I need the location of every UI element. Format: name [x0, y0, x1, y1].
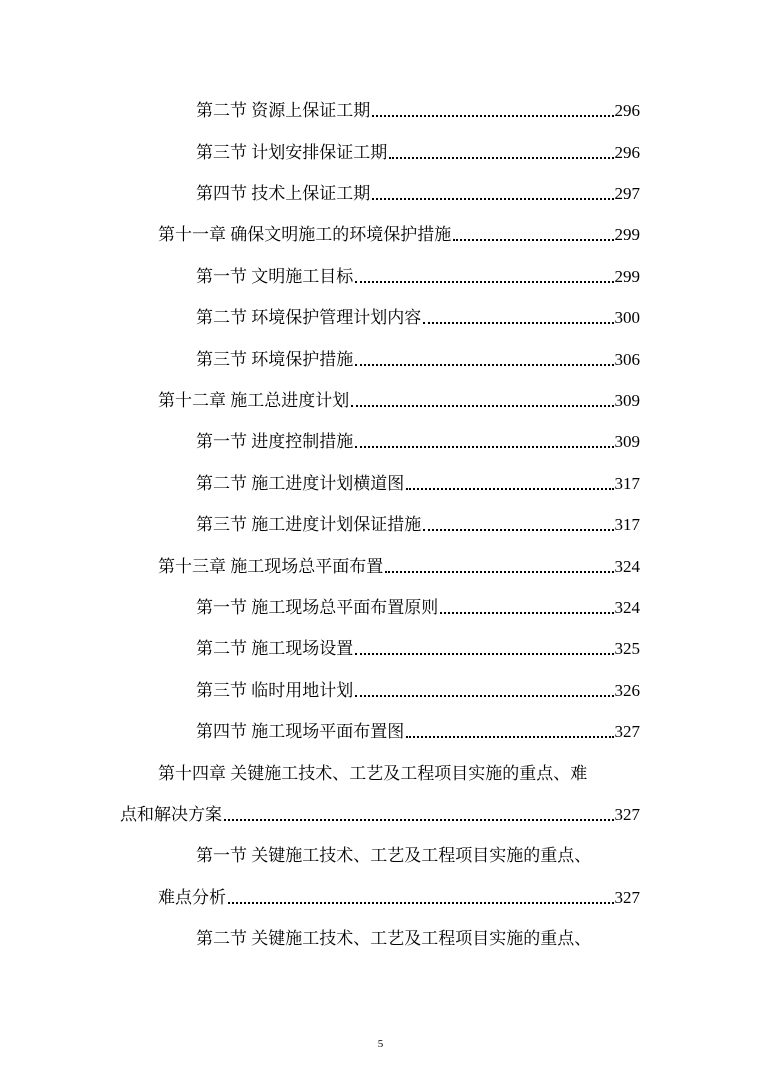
dot-leader	[453, 239, 613, 241]
toc-entry-title: 第一节 施工现场总平面布置原则	[196, 598, 439, 617]
toc-entry-title: 第四节 施工现场平面布置图	[196, 722, 405, 741]
dot-leader	[372, 115, 613, 117]
toc-entry[interactable]	[196, 512, 640, 536]
toc-entry[interactable]	[196, 843, 640, 867]
dot-leader	[406, 488, 613, 490]
toc-entry-title: 第三节 施工进度计划保证措施	[196, 515, 422, 534]
toc-entry-title: 难点分析	[158, 888, 226, 907]
toc-entry-page: 324	[614, 557, 640, 576]
toc-entry-page: 325	[614, 639, 640, 658]
dot-leader	[355, 446, 613, 448]
toc-entry[interactable]	[196, 719, 640, 743]
toc-entry-title: 第二节 关键施工技术、工艺及工程项目实施的重点、	[196, 929, 592, 948]
toc-entry-page: 297	[614, 184, 640, 203]
toc-entry-page: 327	[614, 805, 640, 824]
toc-entry-page: 306	[614, 350, 640, 369]
dot-leader	[351, 405, 613, 407]
toc-entry-title: 第一节 文明施工目标	[196, 267, 354, 286]
toc-entry[interactable]	[196, 926, 640, 950]
toc-entry[interactable]	[196, 429, 640, 453]
toc-entry-page: 309	[614, 432, 640, 451]
toc-entry-title: 第十四章 关键施工技术、工艺及工程项目实施的重点、难	[158, 764, 588, 783]
dot-leader	[355, 653, 613, 655]
toc-entry-page: 309	[614, 391, 640, 410]
dot-leader	[389, 157, 613, 159]
toc-entry-title: 第一节 进度控制措施	[196, 432, 354, 451]
toc-entry[interactable]	[196, 636, 640, 660]
toc-entry-page: 317	[614, 474, 640, 493]
toc-chapter-entry[interactable]	[158, 554, 640, 578]
toc-entry-continuation[interactable]	[120, 802, 640, 826]
toc-entry[interactable]	[196, 471, 640, 495]
dot-leader	[355, 281, 613, 283]
toc-chapter-entry[interactable]	[158, 388, 640, 412]
page-number: 5	[377, 1038, 384, 1050]
dot-leader	[355, 364, 613, 366]
toc-entry-title: 第十一章 确保文明施工的环境保护措施	[158, 225, 452, 244]
toc-entry-page: 327	[614, 722, 640, 741]
toc-entry[interactable]	[196, 140, 640, 164]
toc-entry-page: 299	[614, 225, 640, 244]
dot-leader	[440, 612, 613, 614]
toc-entry[interactable]	[196, 181, 640, 205]
toc-entry-page: 299	[614, 267, 640, 286]
toc-entry-title: 第二节 施工进度计划横道图	[196, 474, 405, 493]
toc-entry-page: 300	[614, 308, 640, 327]
toc-entry-page: 296	[614, 143, 640, 162]
toc-entry[interactable]	[196, 595, 640, 619]
dot-leader	[355, 695, 613, 697]
dot-leader	[228, 902, 614, 904]
toc-entry-page: 327	[614, 888, 640, 907]
toc-chapter-entry[interactable]	[158, 761, 640, 785]
toc-entry-page: 326	[614, 681, 640, 700]
dot-leader	[372, 198, 613, 200]
dot-leader	[224, 819, 614, 821]
toc-entry-title: 第四节 技术上保证工期	[196, 184, 371, 203]
dot-leader	[423, 529, 613, 531]
toc-entry-title: 第十三章 施工现场总平面布置	[158, 557, 384, 576]
dot-leader	[423, 322, 613, 324]
toc-entry-title: 第二节 施工现场设置	[196, 639, 354, 658]
toc-entry[interactable]	[196, 347, 640, 371]
toc-entry-title: 第二节 资源上保证工期	[196, 101, 371, 120]
toc-entry-title: 第十二章 施工总进度计划	[158, 391, 350, 410]
toc-entry-title: 点和解决方案	[120, 805, 222, 824]
toc-entry[interactable]	[196, 305, 640, 329]
toc-entry[interactable]	[196, 264, 640, 288]
toc-entry-page: 317	[614, 515, 640, 534]
dot-leader	[385, 571, 613, 573]
toc-entry[interactable]	[196, 98, 640, 122]
toc-entry-title: 第三节 计划安排保证工期	[196, 143, 388, 162]
toc-entry-page: 296	[614, 101, 640, 120]
toc-entry-title: 第一节 关键施工技术、工艺及工程项目实施的重点、	[196, 846, 592, 865]
toc-entry[interactable]	[196, 678, 640, 702]
toc-entry-continuation[interactable]	[158, 885, 640, 909]
toc-entry-title: 第二节 环境保护管理计划内容	[196, 308, 422, 327]
toc-chapter-entry[interactable]	[158, 222, 640, 246]
dot-leader	[406, 736, 613, 738]
toc-entry-title: 第三节 环境保护措施	[196, 350, 354, 369]
toc-entry-title: 第三节 临时用地计划	[196, 681, 354, 700]
toc-entry-page: 324	[614, 598, 640, 617]
